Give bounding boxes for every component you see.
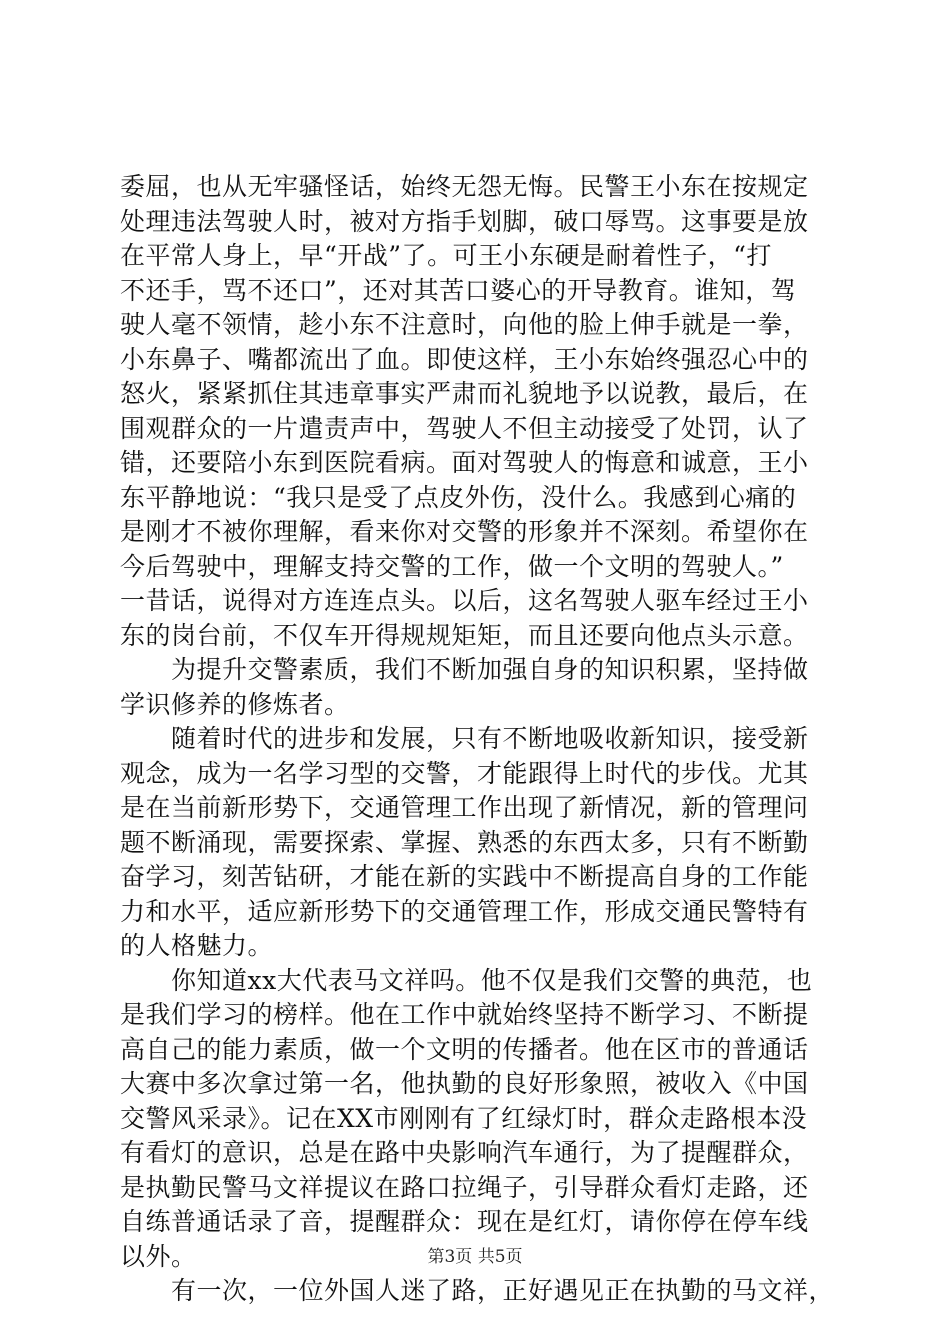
text-line: 在平常人身上，早“开战”了。可王小东硬是耐着性子，“打 <box>120 241 772 270</box>
text-line: 不还手，骂不还口”，还对其苦口婆心的开导教育。谁知，驾 <box>120 275 797 305</box>
text-line: 错，还要陪小东到医院看病。面对驾驶人的悔意和诚意，王小 <box>120 448 809 477</box>
page-number-footer: 第3页 共5页 <box>427 1247 523 1267</box>
text-line: 是在当前新形势下，交通管理工作出现了新情况，新的管理问 <box>120 793 809 822</box>
text-line: 东的岗台前，不仅车开得规规矩矩，而且还要向他点头示意。 <box>120 620 809 650</box>
text-line: 的人格魅力。 <box>120 931 274 960</box>
text-line: 你知道xx大代表马文祥吗。他不仅是我们交警的典范，也 <box>120 965 813 995</box>
text-line: 奋学习，刻苦钻研，才能在新的实践中不断提高自身的工作能 <box>120 862 809 891</box>
text-line: 题不断涌现，需要探索、掌握、熟悉的东西太多，只有不断勤 <box>120 827 809 857</box>
text-line: 围观群众的一片遣责声中，驾驶人不但主动接受了处罚，认了 <box>120 413 809 443</box>
text-line: 有一次，一位外国人迷了路，正好遇见正在执勤的马文祥， <box>120 1276 835 1305</box>
text-line: 自练普通话录了音，提醒群众：现在是红灯，请你停在停车线 <box>120 1207 809 1236</box>
text-line: 是我们学习的榜样。他在工作中就始终坚持不断学习、不断提 <box>120 1000 809 1029</box>
text-line: 是刚才不被你理解，看来你对交警的形象并不深刻。希望你在 <box>120 517 809 546</box>
text-line: 委屈，也从无牢骚怪话，始终无怨无悔。民警王小东在按规定 <box>120 172 809 201</box>
text-line: 随着时代的进步和发展，只有不断地吸收新知识，接受新 <box>120 724 809 753</box>
body-text <box>120 170 835 1309</box>
text-line: 一昔话，说得对方连连点头。以后，这名驾驶人驱车经过王小 <box>120 586 809 615</box>
text-line: 驶人毫不领情，趁小东不注意时，向他的脸上伸手就是一拳， <box>120 310 809 339</box>
text-line: 交警风采录》。记在XX市刚刚有了红绿灯时，群众走路根本没 <box>120 1103 808 1133</box>
text-line: 是执勤民警马文祥提议在路口拉绳子，引导群众看灯走路，还 <box>120 1172 809 1202</box>
text-line: 为提升交警素质，我们不断加强自身的知识积累，坚持做 <box>120 655 809 684</box>
text-line: 学识修养的修炼者。 <box>120 689 350 719</box>
text-line: 今后驾驶中，理解支持交警的工作，做一个文明的驾驶人。” <box>120 551 784 581</box>
text-line: 大赛中多次拿过第一名，他执勤的良好形象照，被收入《中国 <box>120 1069 809 1098</box>
text-line: 小东鼻子、嘴都流出了血。即使这样，王小东始终强忍心中的 <box>120 344 809 374</box>
text-line: 以外。 <box>120 1241 197 1271</box>
text-line: 高自己的能力素质，做一个文明的传播者。他在区市的普通话 <box>120 1034 809 1064</box>
text-line: 观念，成为一名学习型的交警，才能跟得上时代的步伐。尤其 <box>120 758 809 788</box>
text-line: 怒火，紧紧抓住其违章事实严肃而礼貌地予以说教，最后，在 <box>120 379 809 408</box>
text-line: 力和水平，适应新形势下的交通管理工作，形成交通民警特有 <box>120 896 809 926</box>
text-line: 处理违法驾驶人时，被对方指手划脚，破口辱骂。这事要是放 <box>120 206 809 236</box>
text-line: 有看灯的意识，总是在路中央影响汽车通行，为了提醒群众， <box>120 1138 809 1167</box>
text-line: 东平静地说：“我只是受了点皮外伤，没什么。我感到心痛的 <box>120 482 797 512</box>
